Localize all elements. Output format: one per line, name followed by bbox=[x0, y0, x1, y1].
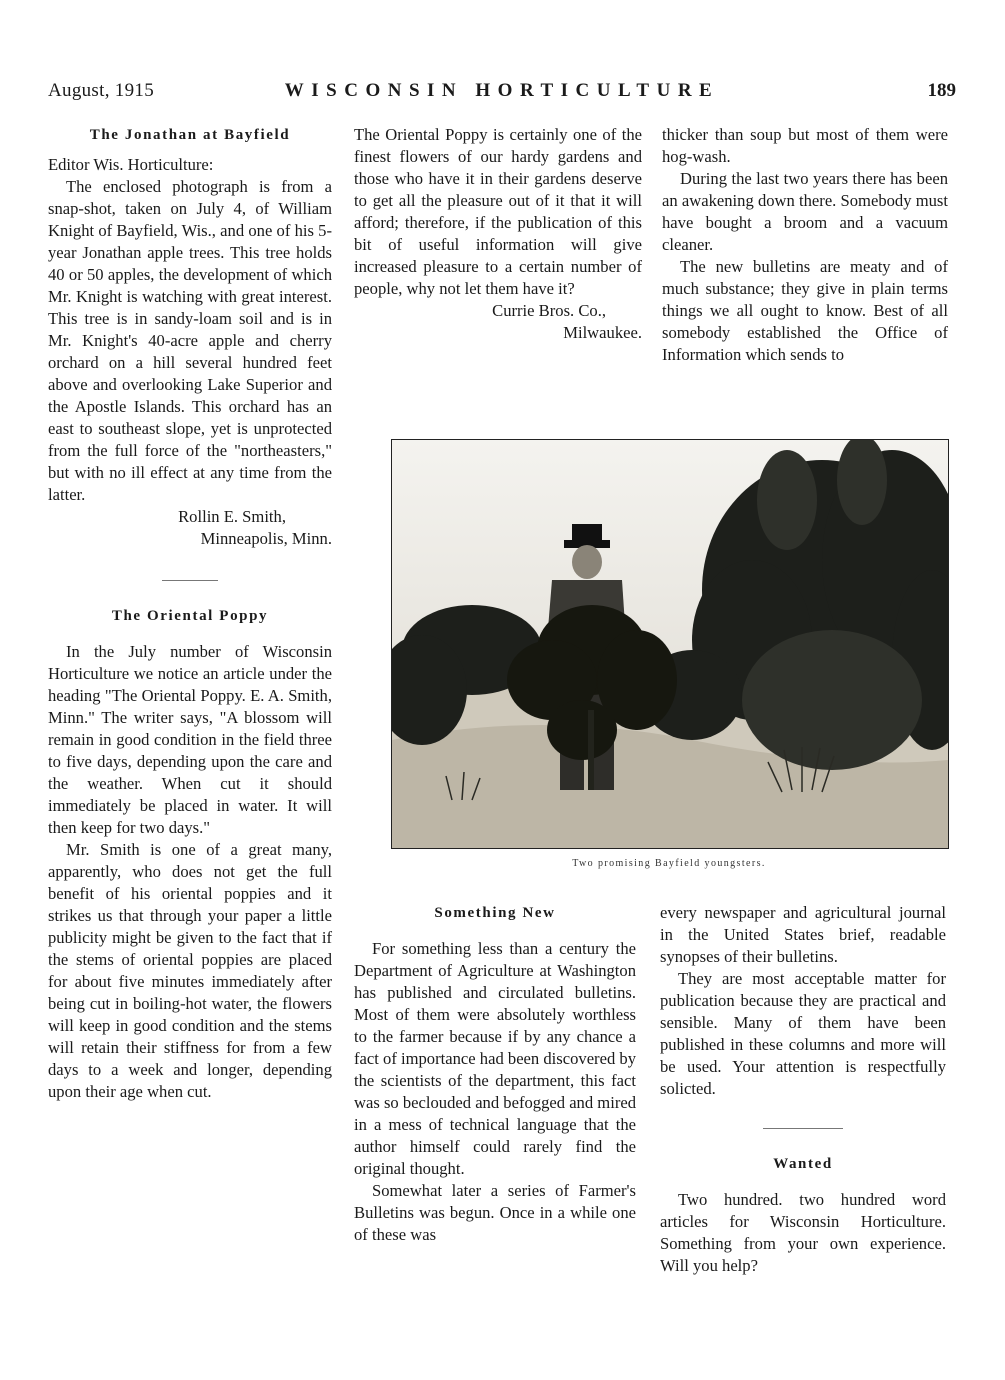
article-paragraph: Mr. Smith is one of a great many, apparently, who does not get the full benefit of his oriental poppies and it strikes us that through your paper a little publicity might be given to the fact that if the stems of oriental poppies are placed for about five minutes immediately after being cut in boiling-hot water, the flowers will keep in good condition and the stems will retain their stiffness for from a few days to a week and longer, depending upon their age when cut. bbox=[48, 840, 332, 1101]
page-header bbox=[48, 80, 956, 106]
orchard-photograph bbox=[391, 439, 949, 849]
article-paragraph: In the July number of Wisconsin Horticulture we notice an article under the heading "The Oriental Poppy. E. A. Smith, Minn." The writer says, "A blossom will remain in good condition in the field three to five days, depending upon the care and the weather. When cut it should immediately be placed in water. It will then keep for two days." bbox=[48, 642, 332, 837]
signature-name: Rollin E. Smith, bbox=[178, 507, 286, 526]
column-left bbox=[48, 124, 332, 1103]
signature-name: Currie Bros. Co., bbox=[492, 301, 606, 320]
article-paragraph: The new bulletins are meaty and of much substance; they give in plain terms things we all ought to know. Best of all somebody established the Office of Information which sends to bbox=[662, 257, 948, 364]
photo-caption: Two promising Bayfield youngsters. bbox=[572, 858, 766, 869]
article-paragraph: For something less than a century the Department of Agriculture at Washington has published and circulated bulletins. Most of them were absolutely worthless to the farmer because if by any chance a fact of importance had been discovered by the scientists of the department, this fact was so beclouded and befogged and mired in a mess of technical language that the author himself could rarely find the original thought. bbox=[354, 939, 637, 1178]
column-right-top bbox=[662, 124, 948, 366]
article-paragraph: thicker than soup but most of them were hog-wash. bbox=[662, 125, 948, 166]
section-divider bbox=[162, 580, 218, 581]
article-paragraph: Two hundred. two hundred word articles for Wisconsin Horticulture. Something from your own experience. Will you help? bbox=[660, 1190, 946, 1275]
signature-place: Minneapolis, Minn. bbox=[200, 529, 332, 548]
article-heading-wanted: Wanted bbox=[773, 1156, 833, 1172]
article-paragraph: The Oriental Poppy is certainly one of the finest flowers of our hardy gardens and those who have it in their gardens deserve to get all the pleasure out of it that it will afford; therefore, if the publication of this bit of useful information will give increased pleasure to a certain number of people, why not let them have it? bbox=[354, 125, 642, 298]
article-heading-poppy: The Oriental Poppy bbox=[111, 608, 269, 624]
article-paragraph: During the last two years there has been an awakening down there. Somebody must have bought a broom and a vacuum cleaner. bbox=[662, 169, 948, 254]
photo-image bbox=[392, 440, 948, 848]
section-divider bbox=[763, 1128, 843, 1129]
article-paragraph: They are most acceptable matter for publication because they are practical and sensible. Many of them have been published in these columns and more will be used. Your attention is respectfully solicted. bbox=[660, 969, 946, 1098]
column-middle-bottom bbox=[354, 902, 636, 1246]
journal-title: WISCONSIN HORTICULTURE bbox=[284, 80, 720, 101]
letter-salutation: Editor Wis. Horticulture: bbox=[48, 155, 214, 174]
article-paragraph: Somewhat later a series of Farmer's Bulletins was begun. Once in a while one of these was bbox=[354, 1181, 636, 1244]
article-paragraph: every newspaper and agricultural journal in the United States brief, readable synopses of their bulletins. bbox=[660, 903, 946, 966]
page-number: 189 bbox=[927, 80, 956, 101]
article-body-jonathan: The enclosed photograph is from a snap-shot, taken on July 4, of William Knight of Bayfield, Wis., and one of his 5-year Jonathan apple trees. This tree holds 40 or 50 apples, the development of which Mr. Knight is watching with great interest. This tree is in sandy-loam soil and is in Mr. Knight's 40-acre apple and cherry orchard on a hill several hundred feet above and overlooking Lake Superior and the Apostle Islands. This orchard has an east to southeast slope, yet is unprotected from the full force of the "northeasters," but with no ill effect at any time from the latter. bbox=[48, 177, 332, 504]
column-middle-top bbox=[354, 124, 642, 344]
article-heading-jonathan: The Jonathan at Bayfield bbox=[89, 127, 291, 143]
article-heading-something-new: Something New bbox=[434, 905, 556, 921]
issue-date: August, 1915 bbox=[48, 80, 154, 101]
column-right-bottom bbox=[660, 902, 946, 1277]
signature-place: Milwaukee. bbox=[563, 323, 642, 342]
